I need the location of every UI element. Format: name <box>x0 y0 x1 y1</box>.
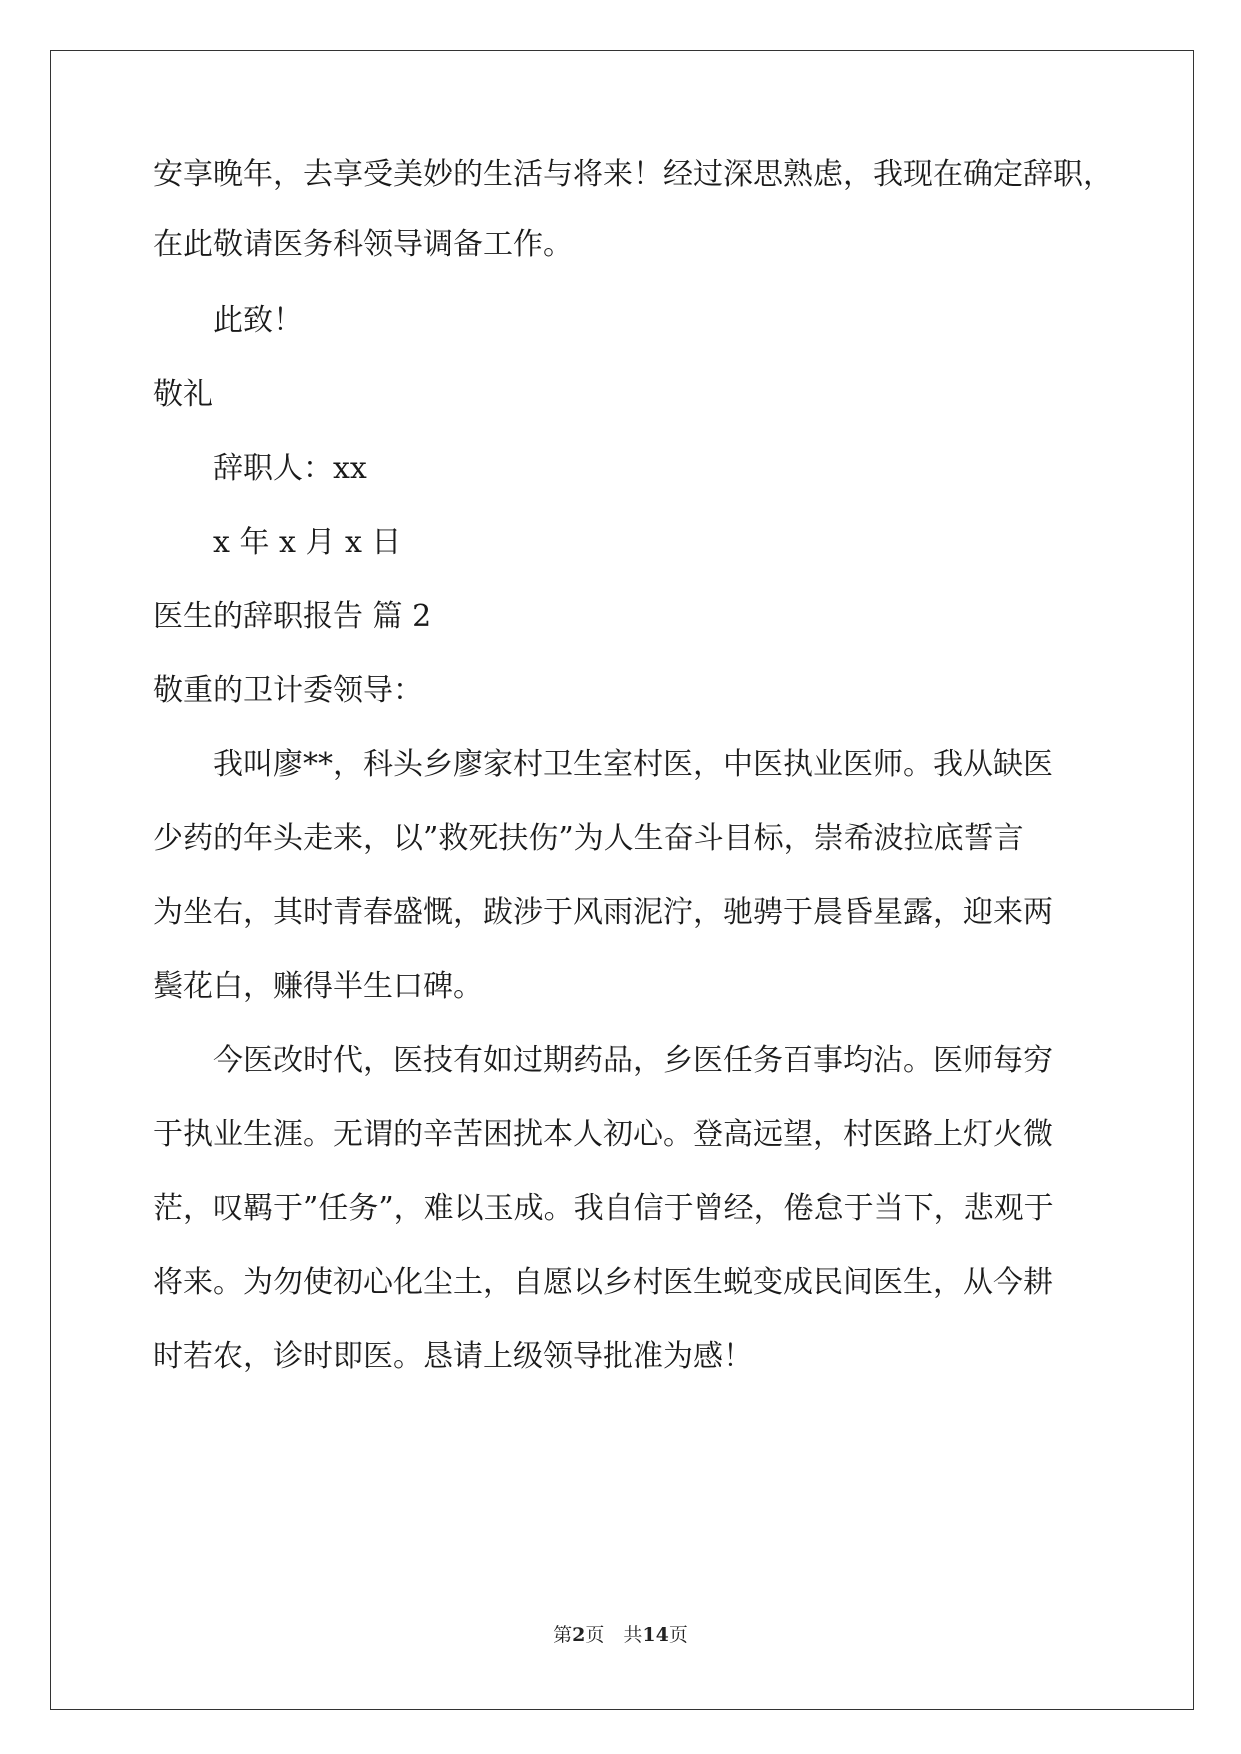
text-line: 安享晚年，去享受美妙的生活与将来！经过深思熟虑，我现在确定辞职， <box>153 157 1113 192</box>
total-pages-number: 14 <box>642 1624 669 1646</box>
footer-prefix: 第 <box>553 1624 573 1646</box>
text-line: 今医改时代，医技有如过期药品，乡医任务百事均沾。医师每穷 <box>213 1043 1053 1078</box>
footer-middle: 页 共 <box>585 1624 643 1646</box>
text-line: 为坐右，其时青春盛慨，跋涉于风雨泥泞，驰骋于晨昏星露，迎来两 <box>153 895 1053 930</box>
page-footer <box>0 1620 1241 1647</box>
section-heading: 医生的辞职报告 篇 2 <box>153 599 432 634</box>
text-line: 鬓花白，赚得半生口碑。 <box>153 969 483 1004</box>
text-line: 我叫廖**，科头乡廖家村卫生室村医，中医执业医师。我从缺医 <box>213 747 1053 782</box>
footer-suffix: 页 <box>668 1624 688 1646</box>
current-page-number: 2 <box>572 1624 586 1646</box>
date-line: x 年 x 月 x 日 <box>213 525 402 560</box>
salutation-line: 敬礼 <box>153 377 213 412</box>
signature-line: 辞职人：xx <box>213 451 367 486</box>
closing-line: 此致！ <box>213 303 303 338</box>
text-line: 于执业生涯。无谓的辛苦困扰本人初心。登高远望，村医路上灯火微 <box>153 1117 1053 1152</box>
text-line: 将来。为勿使初心化尘土，自愿以乡村医生蜕变成民间医生，从今耕 <box>153 1265 1053 1300</box>
text-line: 在此敬请医务科领导调备工作。 <box>153 227 573 262</box>
text-line: 茫，叹羁于”任务”，难以玉成。我自信于曾经，倦怠于当下，悲观于 <box>153 1191 1054 1226</box>
text-line: 少药的年头走来，以”救死扶伤”为人生奋斗目标，崇希波拉底誓言 <box>153 821 1024 856</box>
greeting-line: 敬重的卫计委领导： <box>153 673 423 708</box>
text-line: 时若农，诊时即医。恳请上级领导批准为感！ <box>153 1339 753 1374</box>
